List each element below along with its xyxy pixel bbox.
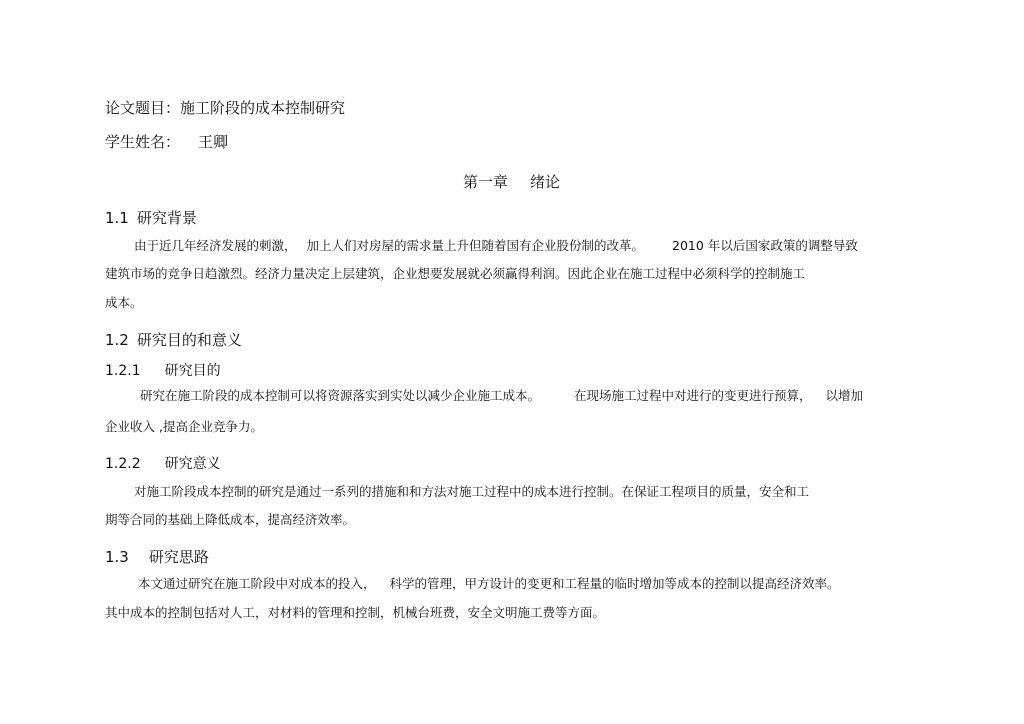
text-segment: 建筑市场的竞争日趋激烈。经济力量决定上层建筑，企业想要发展就必须赢得利润。因此企业在施工过程中必须科学的控制施工	[105, 266, 806, 281]
thesis-title-line	[105, 101, 345, 116]
paragraph-line	[134, 486, 809, 499]
section-number: 1.2.1	[105, 363, 141, 379]
paragraph-line	[140, 390, 863, 403]
thesis-label: 论文题目：	[105, 99, 181, 117]
text-segment: 2010 年以后国家政策的调整导致	[672, 238, 858, 253]
paragraph-line	[105, 268, 805, 281]
text-segment: 科学的管理，甲方设计的变更和工程量的临时增加等成本的控制以提高经济效率。	[389, 576, 840, 591]
text-segment: 对施工阶段成本控制的研究是通过一系列的措施和和方法对施工过程中的成本进行控制。在保证工程项目的质量，安全和工	[134, 484, 810, 499]
text-segment: 在现场施工过程中对进行的变更进行预算，	[574, 388, 812, 403]
text-segment: 加上人们对房屋的需求量上升但随着国有企业股份制的改革。	[306, 238, 645, 253]
text-segment: 以增加	[825, 388, 864, 403]
paragraph-line	[105, 607, 605, 620]
section-1-2-2-heading	[105, 457, 221, 471]
text-segment: 成本。	[105, 295, 143, 310]
paragraph-line	[105, 421, 263, 434]
text-segment: 本文通过研究在施工阶段中对成本的投入，	[138, 576, 376, 591]
text-segment: 期等合同的基础上降低成本，提高经济效率。	[105, 512, 356, 527]
section-title: 研究思路	[148, 548, 209, 566]
text-segment: 企业收入 ,提高企业竞争力。	[105, 419, 263, 434]
section-number: 1.1	[105, 209, 129, 227]
paragraph-line	[138, 578, 840, 591]
paragraph-line	[134, 240, 858, 253]
text-segment: 其中成本的控制包括对人工，对材料的管理和控制，机械台班费，安全文明施工费等方面。	[105, 605, 606, 620]
section-number: 1.2	[105, 331, 129, 349]
student-label: 学生姓名：	[105, 133, 181, 151]
section-1-1-heading	[105, 211, 197, 226]
section-1-2-1-heading	[105, 364, 221, 378]
chapter-title: 绪论	[530, 173, 561, 191]
text-segment: 由于近几年经济发展的刺激，	[134, 238, 297, 253]
chapter-number: 第一章	[463, 173, 509, 191]
thesis-title: 施工阶段的成本控制研究	[180, 99, 346, 117]
section-number: 1.3	[105, 548, 129, 566]
paragraph-line	[105, 514, 355, 527]
chapter-heading	[463, 175, 560, 190]
section-title: 研究背景	[136, 209, 197, 227]
section-number: 1.2.2	[105, 456, 141, 472]
student-name-line	[105, 135, 228, 150]
section-title: 研究目的和意义	[136, 331, 242, 349]
section-1-2-heading	[105, 333, 242, 348]
text-segment: 研究在施工阶段的成本控制可以将资源落实到实处以减少企业施工成本。	[140, 388, 541, 403]
paragraph-line	[105, 297, 143, 310]
student-name: 王卿	[198, 133, 229, 151]
section-title: 研究意义	[164, 456, 221, 472]
section-1-3-heading	[105, 550, 209, 565]
section-title: 研究目的	[164, 363, 221, 379]
